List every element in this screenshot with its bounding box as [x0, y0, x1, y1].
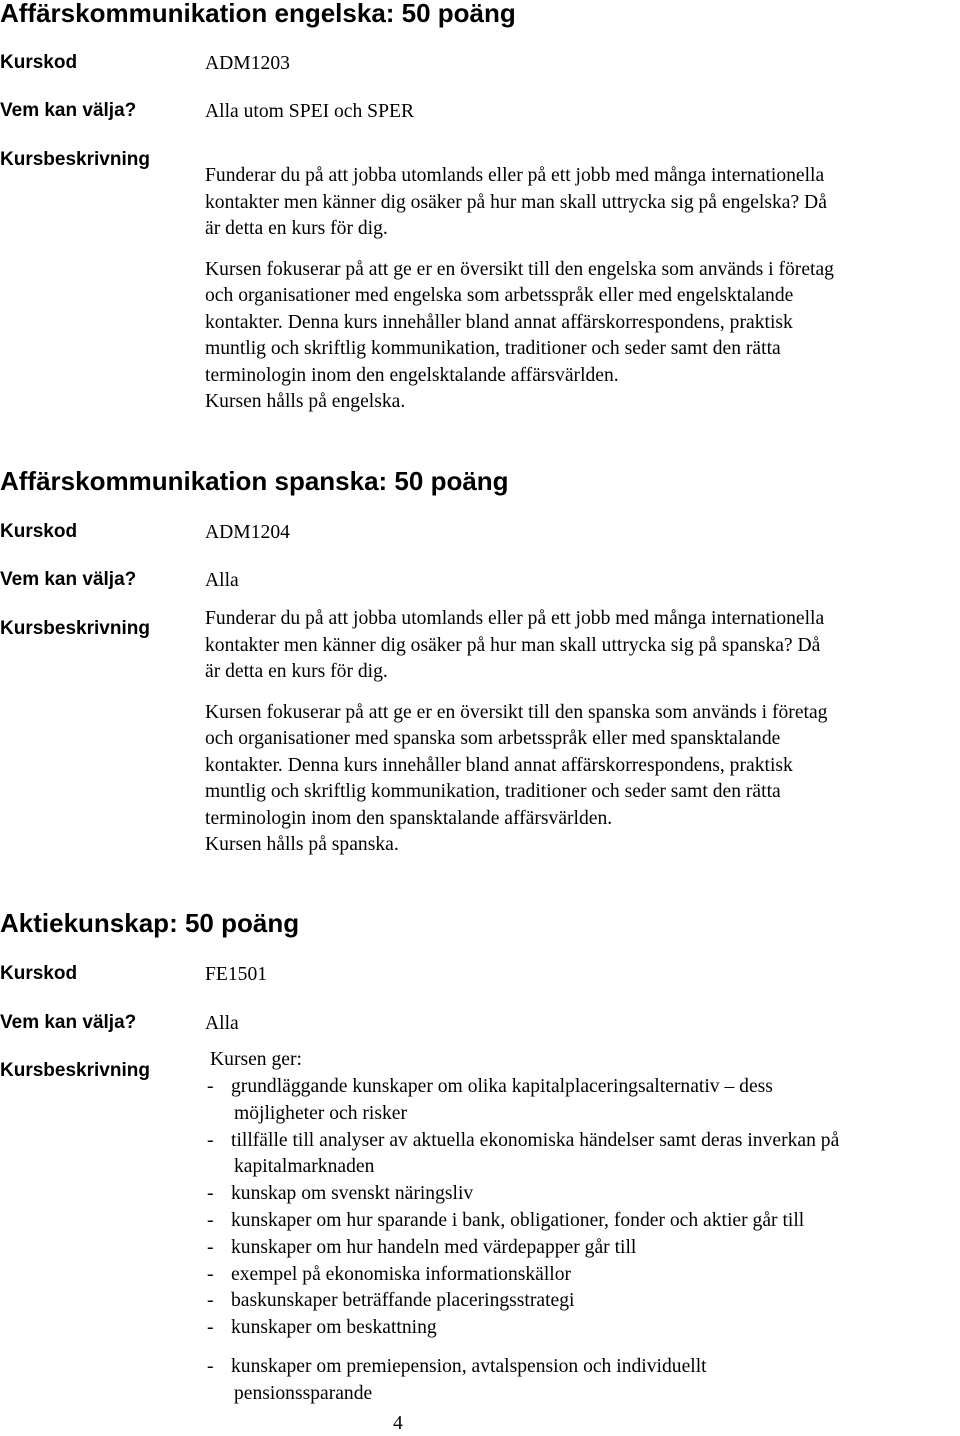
list-item — [207, 1315, 839, 1342]
bullet-dash: - — [207, 1263, 214, 1285]
description-line: Funderar du på att jobba utomlands eller på ett jobb med många internationella — [205, 165, 825, 186]
description-line: är detta en kurs för dig. — [205, 218, 388, 239]
bullet-dash: - — [207, 1209, 214, 1231]
course-intro: Kursen ger: — [210, 1049, 302, 1070]
course-title-aktiekunskap: Aktiekunskap: 50 poäng — [0, 908, 300, 938]
bullet-dash: - — [207, 1076, 214, 1097]
bullet-dash: - — [207, 1236, 214, 1258]
description-line: Kursen hålls på spanska. — [205, 834, 399, 855]
label-who-can-choose: Vem kan välja? — [0, 100, 137, 121]
list-item-text: grundläggande kunskaper om olika kapitalplaceringsalternativ – dess — [231, 1076, 773, 1097]
list-item — [207, 1288, 839, 1315]
list-item — [207, 1354, 839, 1408]
description-line: är detta en kurs för dig. — [205, 661, 388, 682]
label-course-code: Kurskod — [0, 963, 78, 984]
description-line: kontakter men känner dig osäker på hur man skall uttrycka sig på spanska? Då — [205, 634, 821, 656]
description-line: terminologin inom den spansktalande affärsvärlden. — [205, 807, 613, 829]
description-line: och organisationer med spanska som arbetsspråk eller med spansktalande — [205, 728, 781, 749]
description-line: muntlig och skriftlig kommunikation, traditioner och seder samt den rätta — [205, 781, 781, 802]
course-title-engelska: Affärskommunikation engelska: 50 poäng — [0, 0, 516, 28]
bullet-dash: - — [207, 1317, 214, 1339]
course-description — [205, 606, 960, 859]
list-item-text: baskunskaper beträffande placeringsstrategi — [231, 1290, 575, 1312]
list-item-text: tillfälle till analyser av aktuella ekonomiska händelser samt deras inverkan på — [231, 1129, 840, 1151]
bullet-dash: - — [207, 1355, 214, 1377]
list-item-text: kunskaper om hur sparande i bank, obligationer, fonder och aktier går till — [231, 1209, 805, 1231]
page-number: 4 — [393, 1413, 403, 1434]
list-item-text: exempel på ekonomiska informationskällor — [231, 1263, 572, 1285]
description-line: kontakter. Denna kurs innehåller bland annat affärskorrespondens, praktisk — [205, 754, 793, 776]
label-description: Kursbeskrivning — [0, 149, 150, 170]
description-line: terminologin inom den engelsktalande affärsvärlden. — [205, 364, 619, 386]
course-goals-list — [207, 1074, 839, 1408]
label-description: Kursbeskrivning — [0, 1060, 150, 1081]
course-code-value: ADM1204 — [205, 522, 290, 543]
list-item-text: pensionssparande — [234, 1382, 373, 1404]
list-item — [207, 1235, 839, 1262]
course-title-spanska: Affärskommunikation spanska: 50 poäng — [0, 466, 509, 496]
description-line: Kursen fokuserar på att ge er en översikt till den spanska som används i företag — [205, 701, 828, 723]
list-item — [207, 1181, 839, 1208]
description-line: kontakter. Denna kurs innehåller bland annat affärskorrespondens, praktisk — [205, 311, 793, 333]
bullet-dash: - — [207, 1183, 214, 1205]
label-course-code: Kurskod — [0, 521, 78, 542]
course-code-value: FE1501 — [205, 964, 268, 985]
list-item-text: kunskaper om beskattning — [231, 1317, 437, 1339]
course-code-value: ADM1203 — [205, 53, 290, 74]
description-line: muntlig och skriftlig kommunikation, traditioner och seder samt den rätta — [205, 338, 781, 359]
label-who-can-choose: Vem kan välja? — [0, 569, 137, 590]
bullet-dash: - — [207, 1129, 214, 1151]
description-line: och organisationer med engelska som arbetsspråk eller med engelsktalande — [205, 285, 794, 306]
list-item-text: kunskaper om hur handeln med värdepapper går till — [231, 1236, 637, 1258]
eligibility-value: Alla — [205, 1013, 239, 1034]
list-item — [207, 1074, 839, 1128]
description-line: Kursen fokuserar på att ge er en översikt till den engelska som används i företag — [205, 258, 834, 280]
list-item-text: kapitalmarknaden — [234, 1156, 375, 1178]
description-line: Kursen hålls på engelska. — [205, 391, 406, 412]
list-item — [207, 1262, 839, 1289]
list-item — [207, 1128, 839, 1182]
label-who-can-choose: Vem kan välja? — [0, 1012, 137, 1033]
list-item-text: kunskaper om premiepension, avtalspension och individuellt — [231, 1355, 707, 1377]
list-item — [207, 1208, 839, 1235]
list-item-text: kunskap om svenskt näringsliv — [231, 1183, 474, 1205]
description-line: Funderar du på att jobba utomlands eller på ett jobb med många internationella — [205, 608, 825, 629]
eligibility-value: Alla utom SPEI och SPER — [205, 101, 415, 122]
label-course-code: Kurskod — [0, 52, 78, 73]
course-description — [205, 163, 960, 416]
eligibility-value: Alla — [205, 570, 239, 591]
description-line: kontakter men känner dig osäker på hur man skall uttrycka sig på engelska? Då — [205, 191, 827, 213]
list-item-text: möjligheter och risker — [234, 1102, 408, 1124]
bullet-dash: - — [207, 1290, 214, 1312]
label-description: Kursbeskrivning — [0, 618, 150, 639]
